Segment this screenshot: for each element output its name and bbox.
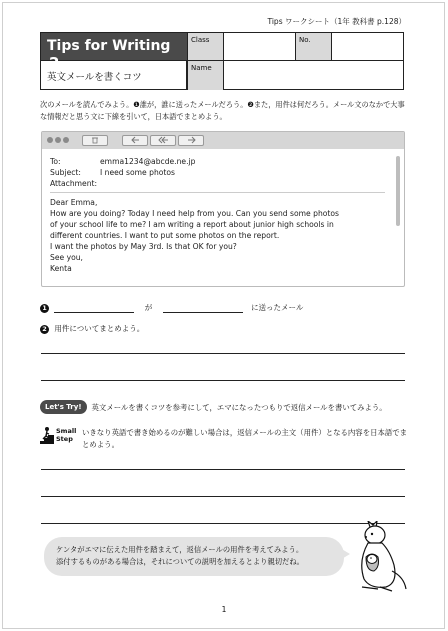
to-label: To: — [50, 157, 61, 166]
worksheet-subtitle: 英文メールを書くコツ — [41, 61, 187, 90]
class-field[interactable] — [223, 33, 295, 61]
email-toolbar — [42, 132, 404, 149]
trash-icon[interactable] — [82, 135, 108, 146]
number-field[interactable] — [331, 33, 404, 61]
page-number: 1 — [221, 605, 227, 614]
question-1 — [40, 302, 400, 313]
subject-row — [50, 167, 385, 178]
tip-line-2: 添付するものがある場合は，それについての説明を加えるとより親切だね。 — [56, 557, 304, 566]
class-label: Class — [187, 33, 223, 61]
stairs-icon — [40, 426, 54, 444]
sender-blank[interactable] — [54, 305, 134, 313]
attachment-row — [50, 178, 385, 189]
worksheet-title: Tips for Writing — [47, 38, 171, 54]
email-body-line: I want the photos by May 3rd. Is that OK for you? — [50, 242, 237, 251]
kangaroo-illustration — [348, 521, 408, 593]
lets-try-badge: Let's Try! — [40, 400, 87, 414]
window-dot-icon — [47, 137, 53, 143]
answer-line[interactable] — [41, 380, 405, 381]
lets-try-section — [40, 400, 410, 414]
question-2-text: 用件についてまとめよう。 — [54, 324, 145, 333]
reply-all-icon[interactable] — [150, 135, 176, 146]
recipient-blank[interactable] — [163, 305, 243, 313]
answer-line[interactable] — [41, 469, 405, 470]
name-field[interactable] — [223, 61, 404, 90]
header-table — [40, 32, 404, 90]
email-body-line: of your school life to me? I am writing a report about junior high schools in — [50, 220, 334, 229]
number-label: No. — [295, 33, 331, 61]
lets-try-text: 英文メールを書くコツを参考にして，エマになったつもりで返信メールを書いてみよう。 — [91, 402, 387, 412]
email-body-line: Dear Emma, — [50, 198, 98, 207]
title-box — [41, 33, 187, 72]
question-2 — [40, 323, 144, 334]
email-window — [41, 131, 405, 287]
email-body-line: Kenta — [50, 264, 72, 273]
email-divider — [50, 192, 385, 193]
name-label: Name — [187, 61, 223, 90]
subject-value: I need some photos — [100, 168, 175, 177]
answer-line[interactable] — [41, 353, 405, 354]
worksheet-header-note: Tips ワークシート（1年 教科書 p.128） — [267, 17, 406, 26]
window-dot-icon — [55, 137, 61, 143]
small-step-label-top: Small — [56, 427, 77, 435]
email-body-line: different countries. I want to put some photos on the report. — [50, 231, 280, 240]
forward-icon[interactable] — [178, 135, 204, 146]
worksheet-number: 2 — [49, 54, 60, 72]
tip-line-1: ケンタがエマに伝えた用件を踏まえて，返信メールの用件を考えてみよう。 — [56, 545, 304, 554]
tip-bubble — [44, 537, 344, 576]
to-row — [50, 156, 385, 167]
attachment-label: Attachment: — [50, 179, 98, 188]
instruction-text: 次のメールを読んでみよう。❶誰が，誰に送ったメールだろう。❷また，用件は何だろう。メール文のなかで大事な情報だと思う文に下線を引いて，日本語でまとめよう。 — [40, 100, 405, 121]
to-value: emma1234@abcde.ne.jp — [100, 157, 196, 166]
email-content — [50, 156, 385, 274]
small-step-label-bottom: Step — [56, 435, 73, 443]
small-step-text: いきなり英語で書き始めるのが難しい場合は，返信メールの主文（用件）となる内容を日本語でまとめよう。 — [82, 428, 408, 449]
subject-label: Subject: — [50, 168, 81, 177]
email-scrollbar[interactable] — [396, 156, 400, 226]
reply-icon[interactable] — [122, 135, 148, 146]
email-body-line: See you, — [50, 253, 83, 262]
question-1-ending: に送ったメール — [251, 303, 304, 312]
question-1-ga: が — [144, 303, 153, 312]
email-body-line: How are you doing? Today I need help from you. Can you send some photos — [50, 209, 339, 218]
question-2-number: 2 — [40, 325, 49, 334]
answer-line[interactable] — [41, 496, 405, 497]
question-1-number: 1 — [40, 304, 49, 313]
window-dot-icon — [63, 137, 69, 143]
